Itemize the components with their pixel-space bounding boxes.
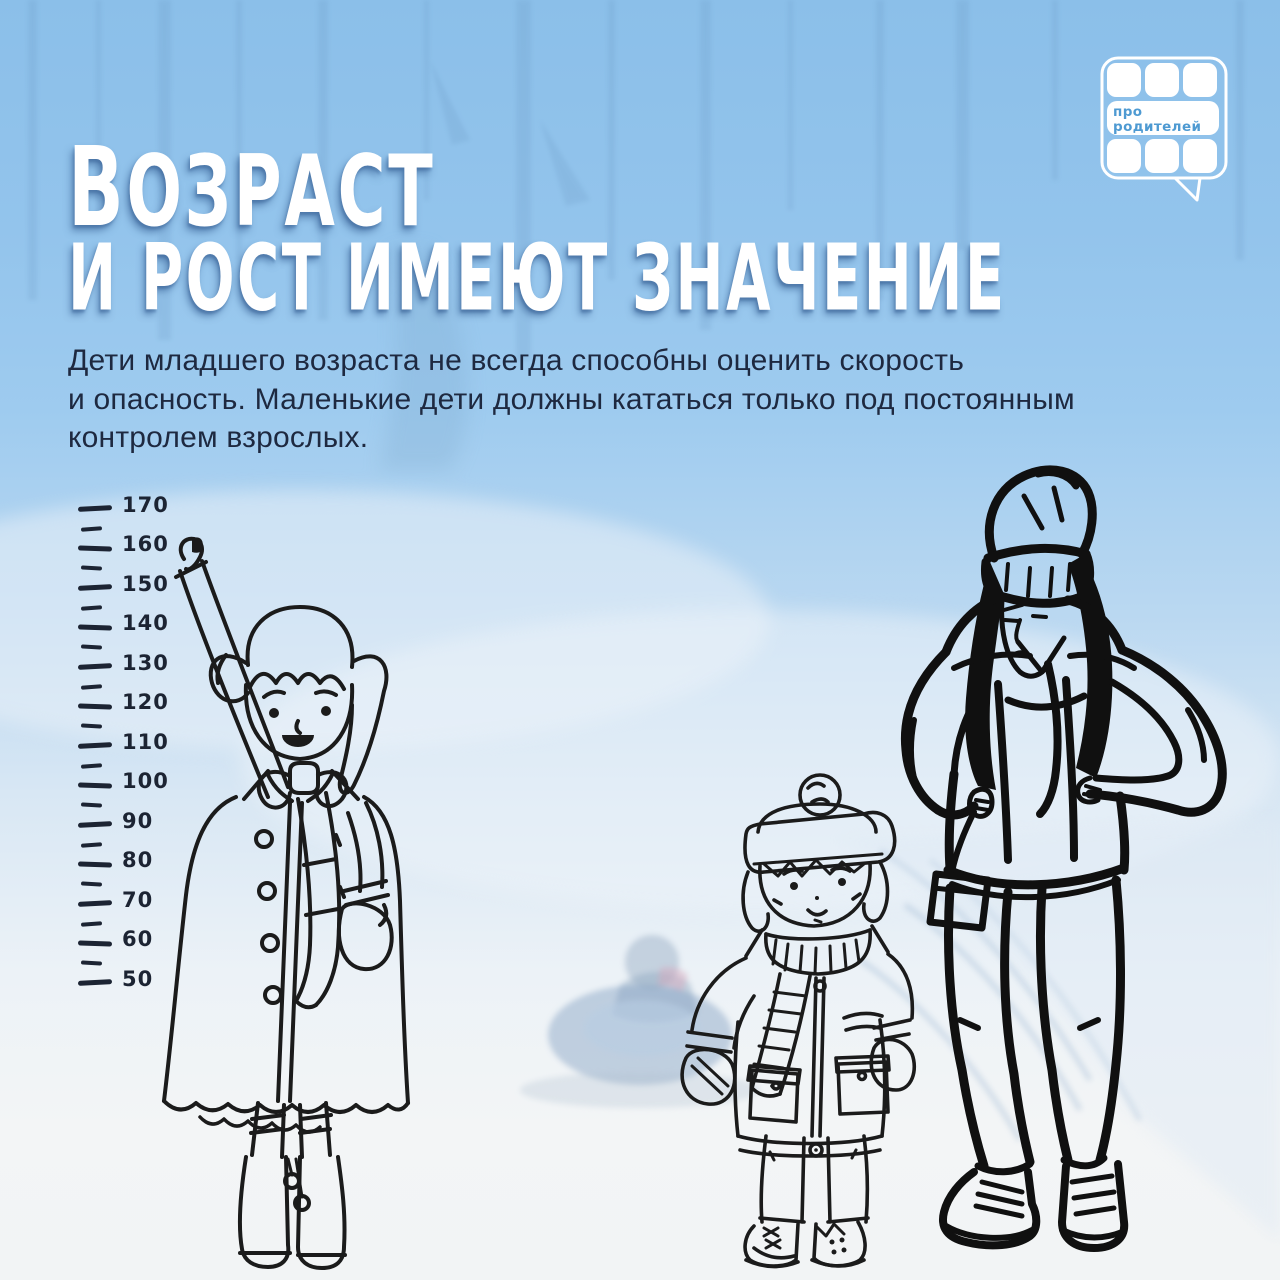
ruler-tick — [78, 505, 112, 512]
ruler-label: 160 — [122, 532, 169, 557]
ruler-row — [78, 489, 188, 529]
ruler-label: 60 — [122, 927, 154, 952]
ruler-tick — [78, 979, 112, 986]
ruler-tick — [78, 742, 112, 749]
ruler-tick — [78, 821, 112, 828]
body-line: Дети младшего возраста не всегда способны оценить скорость — [68, 344, 965, 377]
ruler-label: 80 — [122, 848, 154, 873]
page-title-line1: ВОЗРАСТ — [68, 124, 436, 252]
ruler-label: 170 — [122, 492, 169, 517]
body-line: и опасность. Маленькие дети должны кататься только под постоянным — [68, 382, 1075, 416]
ruler-tick — [78, 545, 112, 551]
ruler-label: 70 — [122, 887, 154, 912]
ruler-label: 120 — [122, 690, 169, 715]
page-title-line2: И РОСТ ИМЕЮТ ЗНАЧЕНИЕ — [68, 224, 1007, 332]
logo-text-line1: про — [1113, 104, 1143, 120]
body-line: контролем взрослых. — [68, 421, 369, 454]
toddler-winter-clothes-illustration — [650, 770, 920, 1280]
ruler-label: 140 — [122, 611, 169, 636]
logo-text-line2: родителей — [1113, 119, 1202, 135]
ruler-tick — [78, 703, 112, 709]
ruler-tick — [78, 624, 112, 630]
ruler-label: 150 — [122, 571, 169, 596]
ruler-label: 90 — [122, 808, 154, 833]
girl-raising-hand-illustration — [140, 535, 420, 1275]
ruler-label: 50 — [122, 966, 154, 991]
body-paragraph — [68, 342, 1228, 458]
ruler-tick — [78, 861, 112, 867]
adult-woman-illustration — [890, 460, 1240, 1280]
ruler-tick — [78, 782, 112, 788]
ruler-tick — [78, 900, 112, 907]
ruler-label: 130 — [122, 650, 169, 675]
ruler-label: 100 — [122, 769, 169, 794]
ruler-tick — [78, 940, 112, 946]
ruler-tick — [78, 663, 112, 670]
ruler-tick — [78, 584, 112, 591]
ruler-label: 110 — [122, 729, 169, 754]
pro-roditeley-logo — [1100, 56, 1230, 204]
